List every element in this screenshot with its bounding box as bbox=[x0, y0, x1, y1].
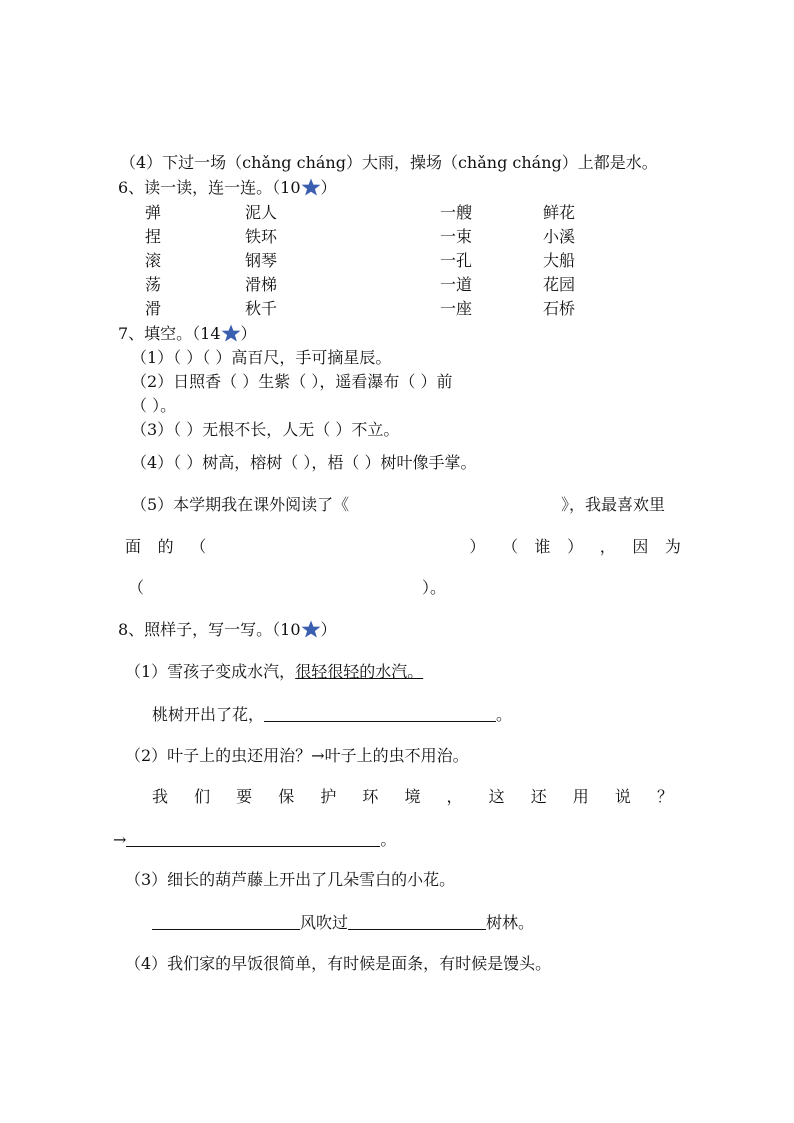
q6-left-item2: 钢琴 bbox=[245, 251, 278, 270]
q6-right-item: 一孔 bbox=[440, 251, 473, 270]
char: （ bbox=[501, 537, 518, 556]
char: （ bbox=[190, 537, 207, 556]
q7-title-text: 7、填空。（14 bbox=[118, 324, 221, 343]
q6-left-item: 弹 bbox=[145, 203, 162, 222]
q7-item-5-line2 bbox=[125, 536, 681, 558]
q7-title-end: ） bbox=[240, 324, 257, 343]
answer-blank[interactable] bbox=[152, 911, 300, 930]
q7-item-5-right: 》，我最喜欢里 bbox=[561, 495, 666, 514]
q8-task-2-end: 。 bbox=[380, 830, 397, 849]
q6-right-item: 一道 bbox=[440, 275, 473, 294]
q8-example-3: （3）细长的葫芦藤上开出了几朵雪白的小花。 bbox=[125, 870, 456, 889]
char: 因 bbox=[632, 537, 649, 556]
q6-left-item: 荡 bbox=[145, 275, 162, 294]
q5-item-4: （4）下过一场（chǎng cháng）大雨，操场（chǎng cháng）上都是水。 bbox=[120, 153, 658, 172]
q6-right-item2: 花园 bbox=[543, 275, 576, 294]
q6-title bbox=[118, 177, 337, 199]
q8-example-1-underlined: 很轻很轻的水汽。 bbox=[295, 662, 424, 681]
char: 的 bbox=[157, 537, 174, 556]
answer-blank[interactable] bbox=[264, 703, 496, 722]
q8-task-3 bbox=[152, 911, 534, 934]
q7-item-1: （1）（ ）（ ）高百尺，手可摘星辰。 bbox=[131, 348, 392, 367]
q6-left-item2: 滑梯 bbox=[245, 275, 278, 294]
q8-example-1-text: （1）雪孩子变成水汽， bbox=[125, 662, 296, 681]
q8-title-end: ） bbox=[320, 620, 337, 639]
q6-left-item: 滚 bbox=[145, 251, 162, 270]
q6-left-item2: 秋千 bbox=[245, 299, 278, 318]
q7-item-3: （3）（ ）无根不长，人无（ ）不立。 bbox=[131, 420, 400, 439]
q6-right-item: 一束 bbox=[440, 227, 473, 246]
q6-right-item: 一座 bbox=[440, 299, 473, 318]
char: ， bbox=[599, 537, 616, 556]
q6-right-item2: 鲜花 bbox=[543, 203, 576, 222]
char: 我 bbox=[152, 787, 169, 806]
q6-right-item: 一艘 bbox=[440, 203, 473, 222]
char: 们 bbox=[194, 787, 211, 806]
char: ， bbox=[446, 787, 463, 806]
q7-item-5-line3-close: ）。 bbox=[422, 578, 447, 597]
q7-item-4: （4）（ ）树高，榕树（ ），梧（ ）树叶像手掌。 bbox=[131, 453, 477, 472]
star-icon bbox=[301, 178, 321, 196]
char: ） bbox=[567, 537, 584, 556]
q6-right-item2: 小溪 bbox=[543, 227, 576, 246]
q6-left-item: 捏 bbox=[145, 227, 162, 246]
q6-left-item: 滑 bbox=[145, 299, 162, 318]
char: ） bbox=[469, 537, 486, 556]
char: 谁 bbox=[534, 537, 551, 556]
char: 为 bbox=[664, 537, 681, 556]
char: 用 bbox=[572, 787, 589, 806]
q8-task-3-mid: 风吹过 bbox=[300, 913, 349, 932]
char: 保 bbox=[278, 787, 295, 806]
q6-left-item2: 泥人 bbox=[245, 203, 278, 222]
q6-right-item2: 大船 bbox=[543, 251, 576, 270]
q7-item-5-line3-open: （ bbox=[128, 578, 145, 597]
q8-task-2 bbox=[152, 786, 673, 808]
q8-task-3-end: 树林。 bbox=[486, 913, 535, 932]
q8-example-1 bbox=[125, 661, 423, 683]
q6-left-item2: 铁环 bbox=[245, 227, 278, 246]
q8-title bbox=[118, 619, 337, 641]
q7-item-2-cont: （ ）。 bbox=[131, 396, 177, 415]
char: 还 bbox=[530, 787, 547, 806]
char: 护 bbox=[320, 787, 337, 806]
q8-example-4: （4）我们家的早饭很简单，有时候是面条，有时候是馒头。 bbox=[125, 954, 552, 973]
char: 说 bbox=[614, 787, 631, 806]
star-icon bbox=[301, 620, 321, 638]
q7-title bbox=[118, 323, 257, 345]
q6-right-item2: 石桥 bbox=[543, 299, 576, 318]
answer-blank[interactable] bbox=[348, 911, 486, 930]
q7-item-5-left: （5）本学期我在课外阅读了《 bbox=[131, 495, 350, 514]
arrow-icon: → bbox=[113, 830, 127, 849]
q8-task-2-answer bbox=[113, 828, 396, 851]
star-icon bbox=[221, 324, 241, 342]
q8-task-1-text: 桃树开出了花， bbox=[152, 705, 265, 724]
char: 境 bbox=[404, 787, 421, 806]
q8-example-2: （2）叶子上的虫还用治？→叶子上的虫不用治。 bbox=[125, 746, 469, 765]
char: 面 bbox=[125, 537, 142, 556]
q8-task-1-end: 。 bbox=[496, 705, 513, 724]
char: 环 bbox=[362, 787, 379, 806]
char: 这 bbox=[488, 787, 505, 806]
q6-title-text: 6、读一读，连一连。（10 bbox=[118, 178, 301, 197]
q7-item-2: （2）日照香（ ）生紫（ ），遥看瀑布（ ）前 bbox=[131, 372, 453, 391]
q8-title-text: 8、照样子，写一写。（10 bbox=[118, 620, 301, 639]
q8-task-1 bbox=[152, 703, 512, 726]
q6-title-end: ） bbox=[320, 178, 337, 197]
answer-blank[interactable] bbox=[126, 828, 380, 847]
char: ？ bbox=[656, 787, 673, 806]
char: 要 bbox=[236, 787, 253, 806]
